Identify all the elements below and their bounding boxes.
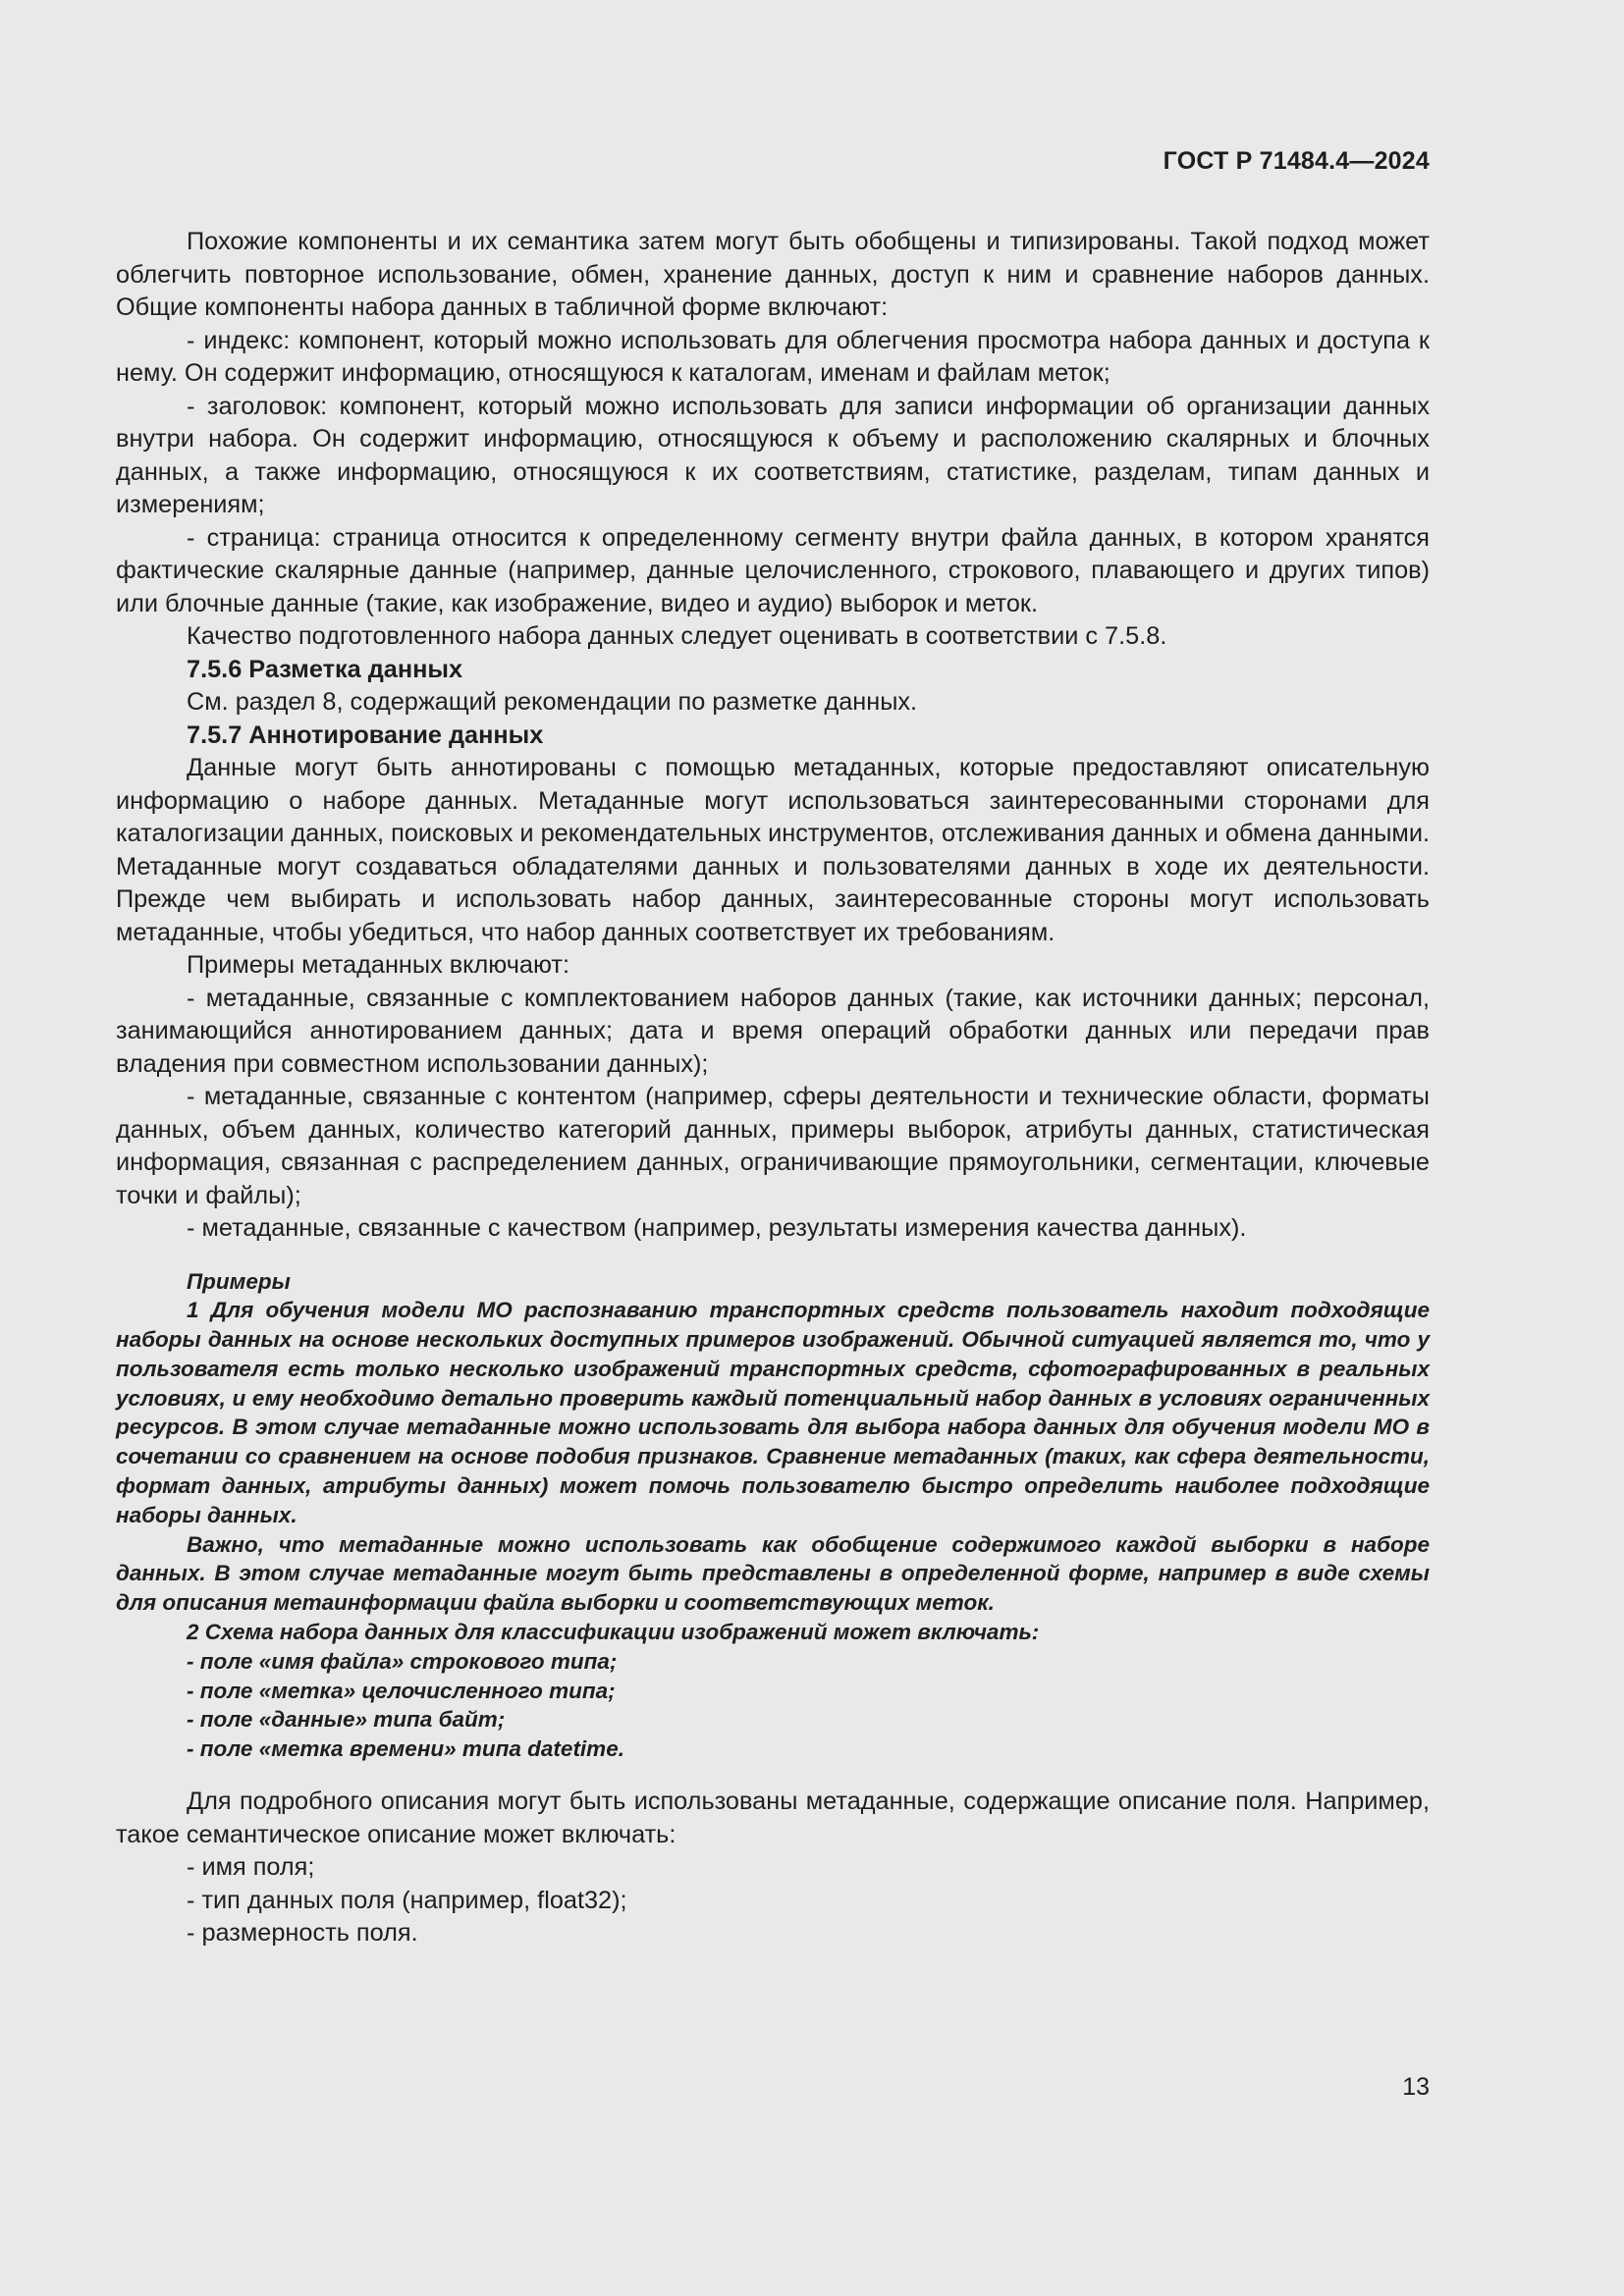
schema-field-filename: - поле «имя файла» строкового типа; [187,1648,618,1674]
closing-block [116,1786,1430,1950]
section-heading-757: 7.5.7 Аннотирование данных [187,721,544,749]
page-body [116,226,1430,1950]
list-item-page: - страница: страница относится к определенному сегменту внутри файла данных, в котором хранятся фактические скалярные данные (например, данные целочисленного, строкового, плавающего и других типов) или блочные данные (такие, как изображение, видео и аудио) выборок и меток. [116,523,1430,617]
schema-field-timestamp: - поле «метка времени» типа datetime. [187,1736,624,1762]
list-item-metadata-quality: - метаданные, связанные с качеством (например, результаты измерения качества данных). [187,1214,1247,1242]
schema-field-data: - поле «данные» типа байт; [187,1707,506,1733]
list-item-metadata-content: - метаданные, связанные с контентом (например, сферы деятельности и технические области, форматы данных, объем данных, количество категорий данных, примеры выборок, атрибуты данных, статистическая информация, связанная с распределением данных, ограничивающие прямоугольники, сегментации, ключевые точки и файлы); [116,1083,1430,1209]
example-1: 1 Для обучения модели МО распознаванию транспортных средств пользователь находит подходящие наборы данных на основе нескольких доступных примеров изображений. Обычной ситуацией является то, что у пользователя есть только несколько изображений транспортных средств, сфотографированных в реальных условиях, и ему необходимо детально проверить каждый потенциальный набор данных в условиях ограниченных ресурсов. В этом случае метаданные можно использовать для выбора набора данных для обучения модели МО в сочетании со сравнением на основе подобия признаков. Сравнение метаданных (таких, как сфера деятельности, формат данных, атрибуты данных) может помочь пользователю быстро определить наиболее подходящие наборы данных. [116,1298,1430,1527]
example-1-note: Важно, что метаданные можно использовать как обобщение содержимого каждой выборки в наборе данных. В этом случае метаданные могут быть представлены в определенной форме, например в виде схемы для описания метаинформации файла выборки и соответствующих меток. [116,1531,1430,1616]
page-number: 13 [1402,2073,1430,2101]
list-item-field-type: - тип данных поля (например, float32); [187,1886,627,1914]
list-item-metadata-acquisition: - метаданные, связанные с комплектованием наборов данных (такие, как источники данных; персонал, занимающийся аннотированием данных; дата и время операций обработки данных или передачи прав владения при совместном использовании данных); [116,984,1430,1078]
section-heading-756: 7.5.6 Разметка данных [187,655,463,683]
closing-paragraph: Для подробного описания могут быть использованы метаданные, содержащие описание поля. Например, такое семантическое описание может включать: [116,1788,1430,1848]
examples-title: Примеры [187,1268,291,1294]
list-item-header: - заголовок: компонент, который можно использовать для записи информации об организации данных внутри набора. Он содержит информацию, относящуюся к объему и расположению скалярных и блочных данных, а также информацию, относящуюся к их соответствиям, статистике, разделам, типам данных и измерениям; [116,392,1430,518]
standard-header: ГОСТ Р 71484.4—2024 [1163,147,1430,175]
list-item-field-name: - имя поля; [187,1853,315,1882]
quality-paragraph: Качество подготовленного набора данных следует оценивать в соответствии с 7.5.8. [187,622,1167,650]
list-item-field-dimension: - размерность поля. [187,1919,418,1948]
annotation-paragraph: Данные могут быть аннотированы с помощью метаданных, которые предоставляют описательную информацию о наборе данных. Метаданные могут использоваться заинтересованными сторонами для каталогизации данных, поисковых и рекомендательных инструментов, отслеживания данных и обмена данными. Метаданные могут создаваться обладателями данных и пользователями данных в ходе их деятельности. Прежде чем выбирать и использовать набор данных, заинтересованные стороны могут использовать метаданные, чтобы убедиться, что набор данных соответствует их требованиям. [116,754,1430,946]
example-2: 2 Схема набора данных для классификации изображений может включать: [187,1620,1040,1645]
intro-paragraph: Похожие компоненты и их семантика затем могут быть обобщены и типизированы. Такой подход может облегчить повторное использование, обмен, хранение данных, доступ к ним и сравнение наборов данных. Общие компоненты набора данных в табличной форме включают: [116,228,1430,321]
schema-field-label: - поле «метка» целочисленного типа; [187,1678,616,1703]
section-756-text: См. раздел 8, содержащий рекомендации по разметке данных. [187,688,918,716]
examples-block [116,1267,1430,1765]
metadata-examples-intro: Примеры метаданных включают: [187,951,569,979]
list-item-index: - индекс: компонент, который можно использовать для облегчения просмотра набора данных и доступа к нему. Он содержит информацию, относящуюся к каталогам, именам и файлам меток; [116,326,1430,387]
